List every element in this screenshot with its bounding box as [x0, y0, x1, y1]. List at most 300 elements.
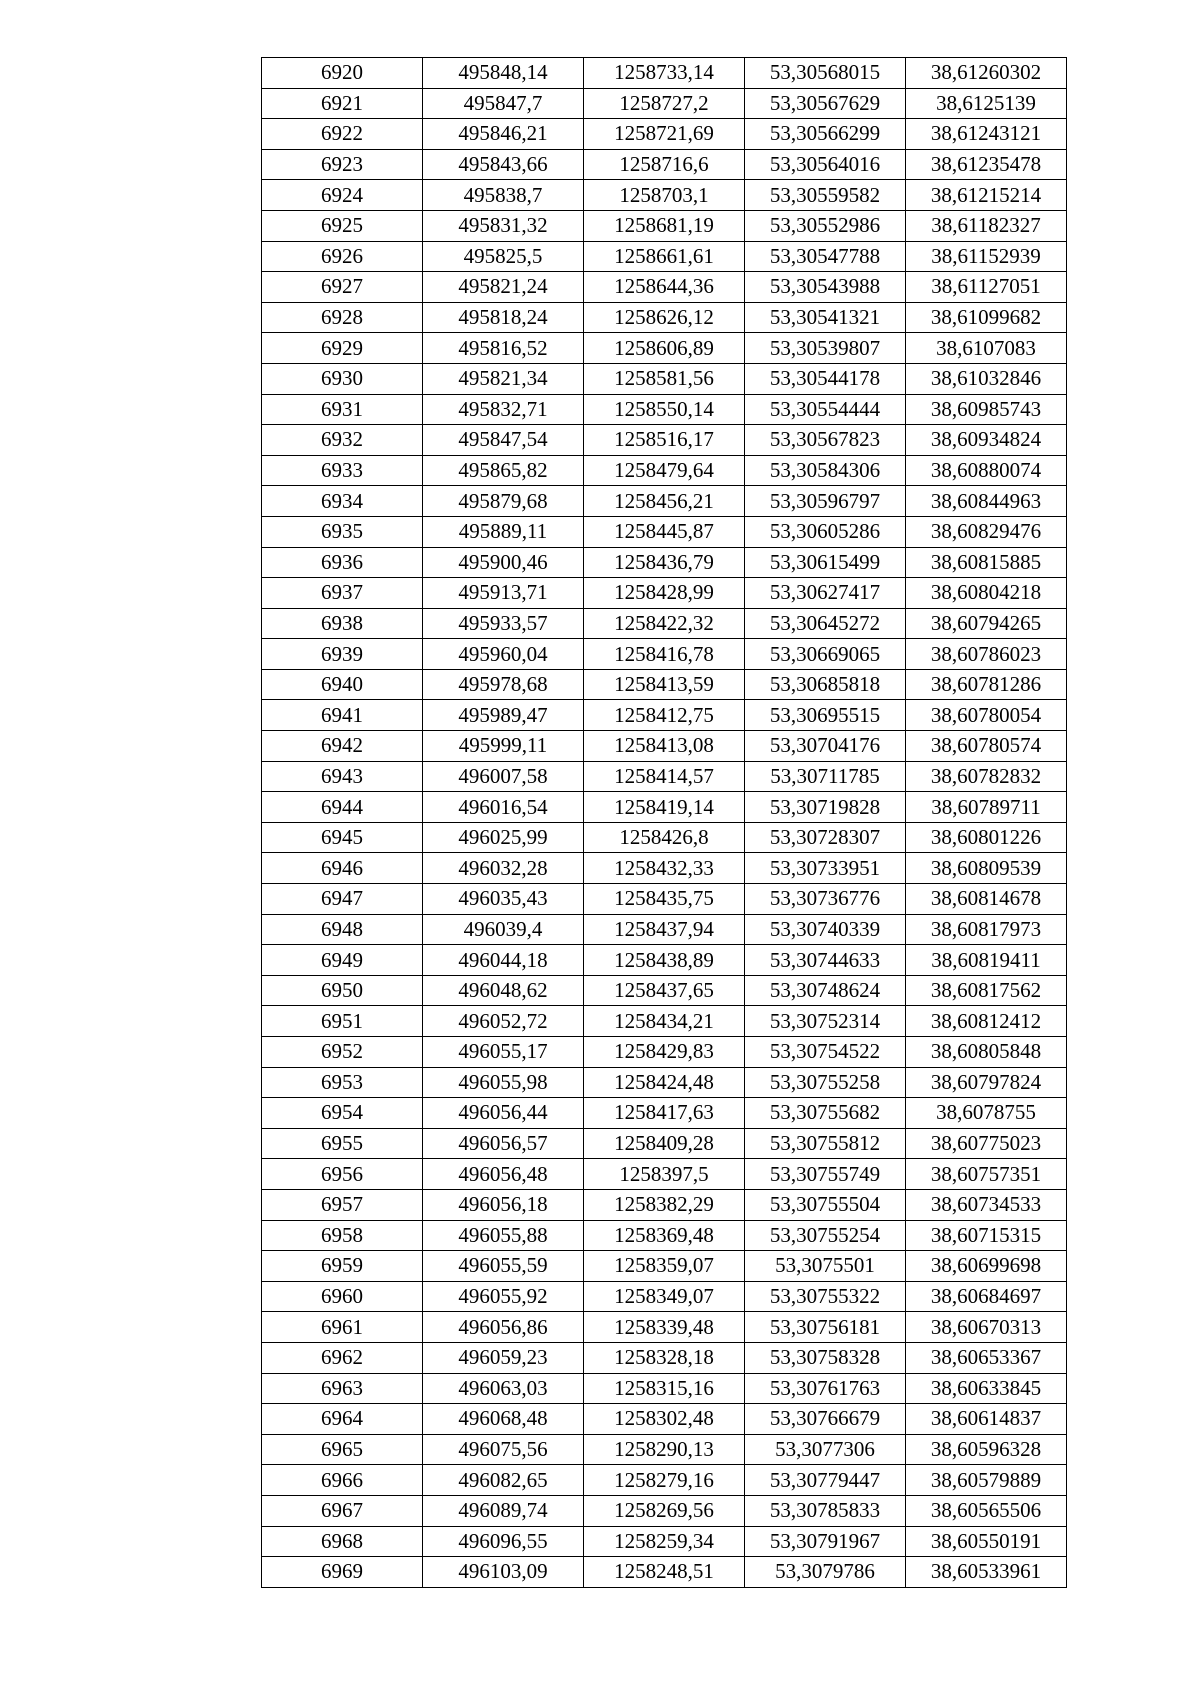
longitude-cell: 38,60817973 — [906, 914, 1067, 945]
latitude-cell: 53,30605286 — [745, 516, 906, 547]
latitude-cell: 53,30736776 — [745, 884, 906, 915]
x-coordinate-cell: 496059,23 — [423, 1342, 584, 1373]
x-coordinate-cell: 496056,57 — [423, 1128, 584, 1159]
table-row — [262, 1342, 1067, 1373]
table-row — [262, 363, 1067, 394]
latitude-cell: 53,30711785 — [745, 761, 906, 792]
y-coordinate-cell: 1258445,87 — [584, 516, 745, 547]
y-coordinate-cell: 1258437,94 — [584, 914, 745, 945]
longitude-cell: 38,61152939 — [906, 241, 1067, 272]
latitude-cell: 53,30559582 — [745, 180, 906, 211]
point-number-cell: 6938 — [262, 608, 423, 639]
latitude-cell: 53,30755258 — [745, 1067, 906, 1098]
latitude-cell: 53,30547788 — [745, 241, 906, 272]
y-coordinate-cell: 1258428,99 — [584, 578, 745, 609]
x-coordinate-cell: 496063,03 — [423, 1373, 584, 1404]
y-coordinate-cell: 1258413,59 — [584, 669, 745, 700]
y-coordinate-cell: 1258279,16 — [584, 1465, 745, 1496]
longitude-cell: 38,61260302 — [906, 58, 1067, 89]
x-coordinate-cell: 496032,28 — [423, 853, 584, 884]
x-coordinate-cell: 496096,55 — [423, 1526, 584, 1557]
table-row — [262, 1006, 1067, 1037]
point-number-cell: 6949 — [262, 945, 423, 976]
latitude-cell: 53,30544178 — [745, 363, 906, 394]
x-coordinate-cell: 495847,54 — [423, 425, 584, 456]
point-number-cell: 6939 — [262, 639, 423, 670]
y-coordinate-cell: 1258302,48 — [584, 1404, 745, 1435]
y-coordinate-cell: 1258382,29 — [584, 1189, 745, 1220]
point-number-cell: 6930 — [262, 363, 423, 394]
longitude-cell: 38,60781286 — [906, 669, 1067, 700]
point-number-cell: 6941 — [262, 700, 423, 731]
point-number-cell: 6931 — [262, 394, 423, 425]
y-coordinate-cell: 1258419,14 — [584, 792, 745, 823]
table-row — [262, 669, 1067, 700]
longitude-cell: 38,60817562 — [906, 975, 1067, 1006]
longitude-cell: 38,60844963 — [906, 486, 1067, 517]
longitude-cell: 38,60633845 — [906, 1373, 1067, 1404]
latitude-cell: 53,30755504 — [745, 1189, 906, 1220]
point-number-cell: 6957 — [262, 1189, 423, 1220]
longitude-cell: 38,60670313 — [906, 1312, 1067, 1343]
point-number-cell: 6923 — [262, 149, 423, 180]
table-row — [262, 914, 1067, 945]
longitude-cell: 38,60757351 — [906, 1159, 1067, 1190]
table-row — [262, 884, 1067, 915]
latitude-cell: 53,30695515 — [745, 700, 906, 731]
y-coordinate-cell: 1258359,07 — [584, 1251, 745, 1282]
longitude-cell: 38,60801226 — [906, 822, 1067, 853]
x-coordinate-cell: 495821,24 — [423, 272, 584, 303]
table-row — [262, 1037, 1067, 1068]
y-coordinate-cell: 1258437,65 — [584, 975, 745, 1006]
table-row — [262, 639, 1067, 670]
latitude-cell: 53,30627417 — [745, 578, 906, 609]
longitude-cell: 38,6125139 — [906, 88, 1067, 119]
x-coordinate-cell: 495831,32 — [423, 210, 584, 241]
x-coordinate-cell: 495889,11 — [423, 516, 584, 547]
table-row — [262, 1098, 1067, 1129]
point-number-cell: 6934 — [262, 486, 423, 517]
y-coordinate-cell: 1258727,2 — [584, 88, 745, 119]
latitude-cell: 53,30766679 — [745, 1404, 906, 1435]
table-row — [262, 241, 1067, 272]
y-coordinate-cell: 1258339,48 — [584, 1312, 745, 1343]
table-row — [262, 547, 1067, 578]
y-coordinate-cell: 1258424,48 — [584, 1067, 745, 1098]
table-row — [262, 1404, 1067, 1435]
table-row — [262, 1557, 1067, 1588]
table-row — [262, 578, 1067, 609]
x-coordinate-cell: 495818,24 — [423, 302, 584, 333]
point-number-cell: 6927 — [262, 272, 423, 303]
y-coordinate-cell: 1258606,89 — [584, 333, 745, 364]
point-number-cell: 6966 — [262, 1465, 423, 1496]
table-row — [262, 1312, 1067, 1343]
x-coordinate-cell: 495832,71 — [423, 394, 584, 425]
x-coordinate-cell: 496048,62 — [423, 975, 584, 1006]
longitude-cell: 38,60565506 — [906, 1495, 1067, 1526]
x-coordinate-cell: 496055,17 — [423, 1037, 584, 1068]
x-coordinate-cell: 495933,57 — [423, 608, 584, 639]
latitude-cell: 53,30568015 — [745, 58, 906, 89]
x-coordinate-cell: 496075,56 — [423, 1434, 584, 1465]
y-coordinate-cell: 1258434,21 — [584, 1006, 745, 1037]
point-number-cell: 6942 — [262, 731, 423, 762]
point-number-cell: 6960 — [262, 1281, 423, 1312]
latitude-cell: 53,30748624 — [745, 975, 906, 1006]
y-coordinate-cell: 1258426,8 — [584, 822, 745, 853]
y-coordinate-cell: 1258644,36 — [584, 272, 745, 303]
table-row — [262, 486, 1067, 517]
latitude-cell: 53,30685818 — [745, 669, 906, 700]
x-coordinate-cell: 496039,4 — [423, 914, 584, 945]
y-coordinate-cell: 1258435,75 — [584, 884, 745, 915]
x-coordinate-cell: 495816,52 — [423, 333, 584, 364]
longitude-cell: 38,61182327 — [906, 210, 1067, 241]
longitude-cell: 38,61243121 — [906, 119, 1067, 150]
point-number-cell: 6964 — [262, 1404, 423, 1435]
longitude-cell: 38,60533961 — [906, 1557, 1067, 1588]
table-row — [262, 210, 1067, 241]
table-row — [262, 58, 1067, 89]
latitude-cell: 53,30761763 — [745, 1373, 906, 1404]
x-coordinate-cell: 496056,44 — [423, 1098, 584, 1129]
point-number-cell: 6946 — [262, 853, 423, 884]
longitude-cell: 38,6078755 — [906, 1098, 1067, 1129]
longitude-cell: 38,61235478 — [906, 149, 1067, 180]
point-number-cell: 6924 — [262, 180, 423, 211]
latitude-cell: 53,30567629 — [745, 88, 906, 119]
longitude-cell: 38,60786023 — [906, 639, 1067, 670]
y-coordinate-cell: 1258416,78 — [584, 639, 745, 670]
coordinates-table-body — [262, 58, 1067, 1588]
x-coordinate-cell: 496103,09 — [423, 1557, 584, 1588]
y-coordinate-cell: 1258516,17 — [584, 425, 745, 456]
y-coordinate-cell: 1258436,79 — [584, 547, 745, 578]
point-number-cell: 6940 — [262, 669, 423, 700]
latitude-cell: 53,30567823 — [745, 425, 906, 456]
point-number-cell: 6935 — [262, 516, 423, 547]
x-coordinate-cell: 495978,68 — [423, 669, 584, 700]
table-row — [262, 516, 1067, 547]
y-coordinate-cell: 1258349,07 — [584, 1281, 745, 1312]
point-number-cell: 6921 — [262, 88, 423, 119]
y-coordinate-cell: 1258248,51 — [584, 1557, 745, 1588]
y-coordinate-cell: 1258412,75 — [584, 700, 745, 731]
y-coordinate-cell: 1258259,34 — [584, 1526, 745, 1557]
table-row — [262, 822, 1067, 853]
point-number-cell: 6928 — [262, 302, 423, 333]
y-coordinate-cell: 1258716,6 — [584, 149, 745, 180]
x-coordinate-cell: 495913,71 — [423, 578, 584, 609]
table-row — [262, 1128, 1067, 1159]
longitude-cell: 38,60614837 — [906, 1404, 1067, 1435]
x-coordinate-cell: 495821,34 — [423, 363, 584, 394]
point-number-cell: 6920 — [262, 58, 423, 89]
y-coordinate-cell: 1258397,5 — [584, 1159, 745, 1190]
latitude-cell: 53,30756181 — [745, 1312, 906, 1343]
x-coordinate-cell: 496055,98 — [423, 1067, 584, 1098]
table-row — [262, 1495, 1067, 1526]
latitude-cell: 53,30566299 — [745, 119, 906, 150]
longitude-cell: 38,60550191 — [906, 1526, 1067, 1557]
table-row — [262, 149, 1067, 180]
longitude-cell: 38,60782832 — [906, 761, 1067, 792]
longitude-cell: 38,60684697 — [906, 1281, 1067, 1312]
table-row — [262, 1189, 1067, 1220]
point-number-cell: 6925 — [262, 210, 423, 241]
point-number-cell: 6922 — [262, 119, 423, 150]
y-coordinate-cell: 1258626,12 — [584, 302, 745, 333]
table-row — [262, 119, 1067, 150]
x-coordinate-cell: 495879,68 — [423, 486, 584, 517]
y-coordinate-cell: 1258581,56 — [584, 363, 745, 394]
y-coordinate-cell: 1258409,28 — [584, 1128, 745, 1159]
longitude-cell: 38,60789711 — [906, 792, 1067, 823]
latitude-cell: 53,30539807 — [745, 333, 906, 364]
longitude-cell: 38,60934824 — [906, 425, 1067, 456]
point-number-cell: 6948 — [262, 914, 423, 945]
table-row — [262, 1281, 1067, 1312]
point-number-cell: 6954 — [262, 1098, 423, 1129]
point-number-cell: 6962 — [262, 1342, 423, 1373]
y-coordinate-cell: 1258269,56 — [584, 1495, 745, 1526]
latitude-cell: 53,30779447 — [745, 1465, 906, 1496]
y-coordinate-cell: 1258703,1 — [584, 180, 745, 211]
longitude-cell: 38,60775023 — [906, 1128, 1067, 1159]
table-row — [262, 180, 1067, 211]
y-coordinate-cell: 1258290,13 — [584, 1434, 745, 1465]
latitude-cell: 53,30755812 — [745, 1128, 906, 1159]
point-number-cell: 6936 — [262, 547, 423, 578]
table-row — [262, 1465, 1067, 1496]
latitude-cell: 53,30645272 — [745, 608, 906, 639]
y-coordinate-cell: 1258550,14 — [584, 394, 745, 425]
point-number-cell: 6933 — [262, 455, 423, 486]
table-row — [262, 853, 1067, 884]
longitude-cell: 38,60794265 — [906, 608, 1067, 639]
latitude-cell: 53,30785833 — [745, 1495, 906, 1526]
table-row — [262, 608, 1067, 639]
x-coordinate-cell: 496056,86 — [423, 1312, 584, 1343]
y-coordinate-cell: 1258456,21 — [584, 486, 745, 517]
y-coordinate-cell: 1258681,19 — [584, 210, 745, 241]
point-number-cell: 6961 — [262, 1312, 423, 1343]
latitude-cell: 53,30752314 — [745, 1006, 906, 1037]
table-row — [262, 272, 1067, 303]
point-number-cell: 6950 — [262, 975, 423, 1006]
longitude-cell: 38,60819411 — [906, 945, 1067, 976]
point-number-cell: 6943 — [262, 761, 423, 792]
x-coordinate-cell: 496007,58 — [423, 761, 584, 792]
longitude-cell: 38,60815885 — [906, 547, 1067, 578]
longitude-cell: 38,60985743 — [906, 394, 1067, 425]
point-number-cell: 6929 — [262, 333, 423, 364]
x-coordinate-cell: 495847,7 — [423, 88, 584, 119]
latitude-cell: 53,30754522 — [745, 1037, 906, 1068]
x-coordinate-cell: 495846,21 — [423, 119, 584, 150]
point-number-cell: 6926 — [262, 241, 423, 272]
latitude-cell: 53,30744633 — [745, 945, 906, 976]
x-coordinate-cell: 496052,72 — [423, 1006, 584, 1037]
x-coordinate-cell: 496068,48 — [423, 1404, 584, 1435]
point-number-cell: 6945 — [262, 822, 423, 853]
x-coordinate-cell: 496035,43 — [423, 884, 584, 915]
latitude-cell: 53,30755749 — [745, 1159, 906, 1190]
longitude-cell: 38,60596328 — [906, 1434, 1067, 1465]
longitude-cell: 38,60829476 — [906, 516, 1067, 547]
x-coordinate-cell: 496082,65 — [423, 1465, 584, 1496]
longitude-cell: 38,60699698 — [906, 1251, 1067, 1282]
table-row — [262, 761, 1067, 792]
point-number-cell: 6959 — [262, 1251, 423, 1282]
latitude-cell: 53,30596797 — [745, 486, 906, 517]
latitude-cell: 53,3077306 — [745, 1434, 906, 1465]
y-coordinate-cell: 1258721,69 — [584, 119, 745, 150]
y-coordinate-cell: 1258733,14 — [584, 58, 745, 89]
point-number-cell: 6951 — [262, 1006, 423, 1037]
latitude-cell: 53,30740339 — [745, 914, 906, 945]
table-row — [262, 1159, 1067, 1190]
longitude-cell: 38,60780574 — [906, 731, 1067, 762]
y-coordinate-cell: 1258422,32 — [584, 608, 745, 639]
y-coordinate-cell: 1258414,57 — [584, 761, 745, 792]
x-coordinate-cell: 496056,18 — [423, 1189, 584, 1220]
table-row — [262, 455, 1067, 486]
point-number-cell: 6944 — [262, 792, 423, 823]
longitude-cell: 38,60797824 — [906, 1067, 1067, 1098]
x-coordinate-cell: 495843,66 — [423, 149, 584, 180]
latitude-cell: 53,30541321 — [745, 302, 906, 333]
latitude-cell: 53,30584306 — [745, 455, 906, 486]
latitude-cell: 53,3079786 — [745, 1557, 906, 1588]
latitude-cell: 53,30543988 — [745, 272, 906, 303]
table-row — [262, 975, 1067, 1006]
point-number-cell: 6947 — [262, 884, 423, 915]
table-row — [262, 945, 1067, 976]
table-row — [262, 425, 1067, 456]
longitude-cell: 38,61215214 — [906, 180, 1067, 211]
longitude-cell: 38,60715315 — [906, 1220, 1067, 1251]
point-number-cell: 6963 — [262, 1373, 423, 1404]
point-number-cell: 6968 — [262, 1526, 423, 1557]
latitude-cell: 53,3075501 — [745, 1251, 906, 1282]
longitude-cell: 38,60734533 — [906, 1189, 1067, 1220]
longitude-cell: 38,61127051 — [906, 272, 1067, 303]
y-coordinate-cell: 1258479,64 — [584, 455, 745, 486]
coordinates-table — [261, 57, 1067, 1588]
table-row — [262, 394, 1067, 425]
y-coordinate-cell: 1258315,16 — [584, 1373, 745, 1404]
latitude-cell: 53,30669065 — [745, 639, 906, 670]
table-row — [262, 1067, 1067, 1098]
longitude-cell: 38,60579889 — [906, 1465, 1067, 1496]
table-row — [262, 792, 1067, 823]
point-number-cell: 6937 — [262, 578, 423, 609]
latitude-cell: 53,30615499 — [745, 547, 906, 578]
latitude-cell: 53,30552986 — [745, 210, 906, 241]
point-number-cell: 6932 — [262, 425, 423, 456]
y-coordinate-cell: 1258432,33 — [584, 853, 745, 884]
y-coordinate-cell: 1258369,48 — [584, 1220, 745, 1251]
longitude-cell: 38,61032846 — [906, 363, 1067, 394]
x-coordinate-cell: 496016,54 — [423, 792, 584, 823]
x-coordinate-cell: 496056,48 — [423, 1159, 584, 1190]
point-number-cell: 6967 — [262, 1495, 423, 1526]
point-number-cell: 6965 — [262, 1434, 423, 1465]
latitude-cell: 53,30728307 — [745, 822, 906, 853]
table-row — [262, 1373, 1067, 1404]
table-row — [262, 731, 1067, 762]
y-coordinate-cell: 1258438,89 — [584, 945, 745, 976]
latitude-cell: 53,30755682 — [745, 1098, 906, 1129]
point-number-cell: 6955 — [262, 1128, 423, 1159]
longitude-cell: 38,60805848 — [906, 1037, 1067, 1068]
longitude-cell: 38,6107083 — [906, 333, 1067, 364]
latitude-cell: 53,30733951 — [745, 853, 906, 884]
x-coordinate-cell: 495999,11 — [423, 731, 584, 762]
table-row — [262, 1526, 1067, 1557]
x-coordinate-cell: 496089,74 — [423, 1495, 584, 1526]
table-row — [262, 700, 1067, 731]
point-number-cell: 6969 — [262, 1557, 423, 1588]
latitude-cell: 53,30564016 — [745, 149, 906, 180]
x-coordinate-cell: 495848,14 — [423, 58, 584, 89]
longitude-cell: 38,60880074 — [906, 455, 1067, 486]
x-coordinate-cell: 496055,59 — [423, 1251, 584, 1282]
y-coordinate-cell: 1258413,08 — [584, 731, 745, 762]
x-coordinate-cell: 496055,88 — [423, 1220, 584, 1251]
x-coordinate-cell: 495838,7 — [423, 180, 584, 211]
point-number-cell: 6956 — [262, 1159, 423, 1190]
table-row — [262, 1220, 1067, 1251]
latitude-cell: 53,30755322 — [745, 1281, 906, 1312]
x-coordinate-cell: 495960,04 — [423, 639, 584, 670]
y-coordinate-cell: 1258429,83 — [584, 1037, 745, 1068]
y-coordinate-cell: 1258328,18 — [584, 1342, 745, 1373]
longitude-cell: 38,60780054 — [906, 700, 1067, 731]
y-coordinate-cell: 1258417,63 — [584, 1098, 745, 1129]
point-number-cell: 6953 — [262, 1067, 423, 1098]
x-coordinate-cell: 495865,82 — [423, 455, 584, 486]
x-coordinate-cell: 496025,99 — [423, 822, 584, 853]
table-row — [262, 333, 1067, 364]
latitude-cell: 53,30791967 — [745, 1526, 906, 1557]
table-row — [262, 1434, 1067, 1465]
latitude-cell: 53,30554444 — [745, 394, 906, 425]
longitude-cell: 38,60814678 — [906, 884, 1067, 915]
y-coordinate-cell: 1258661,61 — [584, 241, 745, 272]
point-number-cell: 6952 — [262, 1037, 423, 1068]
latitude-cell: 53,30704176 — [745, 731, 906, 762]
point-number-cell: 6958 — [262, 1220, 423, 1251]
x-coordinate-cell: 496055,92 — [423, 1281, 584, 1312]
table-row — [262, 88, 1067, 119]
longitude-cell: 38,60653367 — [906, 1342, 1067, 1373]
table-row — [262, 1251, 1067, 1282]
longitude-cell: 38,60809539 — [906, 853, 1067, 884]
x-coordinate-cell: 496044,18 — [423, 945, 584, 976]
latitude-cell: 53,30719828 — [745, 792, 906, 823]
table-row — [262, 302, 1067, 333]
x-coordinate-cell: 495989,47 — [423, 700, 584, 731]
longitude-cell: 38,61099682 — [906, 302, 1067, 333]
longitude-cell: 38,60812412 — [906, 1006, 1067, 1037]
latitude-cell: 53,30755254 — [745, 1220, 906, 1251]
longitude-cell: 38,60804218 — [906, 578, 1067, 609]
x-coordinate-cell: 495900,46 — [423, 547, 584, 578]
